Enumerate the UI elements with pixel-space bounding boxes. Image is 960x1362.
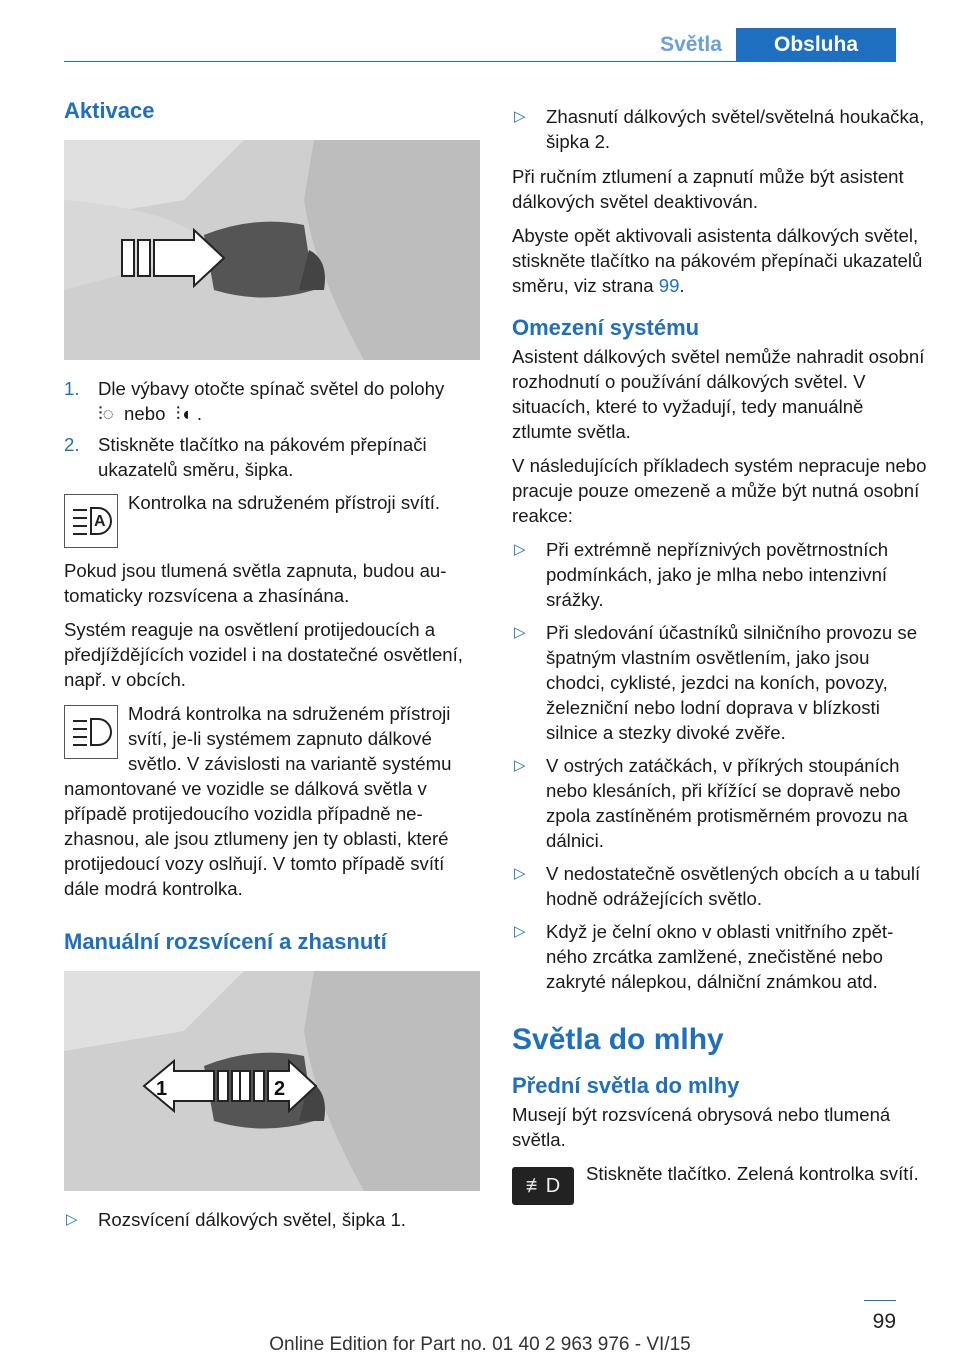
note-text: Kontrolka na sdruženém přístroji svítí. bbox=[128, 492, 441, 513]
bullet-item bbox=[512, 753, 928, 853]
paragraph-examples: V následujících příkladech systém nepracuje nebo pracuje pouze omezeně a může být nutná osobní reakce: bbox=[512, 455, 927, 526]
bullet-text: Zhasnutí dálkových světel/světelná houkačka, šipka 2. bbox=[546, 106, 925, 152]
activation-steps bbox=[64, 376, 480, 482]
step-number: 1. bbox=[64, 378, 80, 399]
bullet-item bbox=[64, 1207, 480, 1232]
note-text: Stiskněte tlačítko. Zelená kontrolka svítí. bbox=[586, 1163, 919, 1184]
lever-activation-illustration bbox=[64, 140, 480, 360]
bullet-triangle-icon: ▷ bbox=[514, 865, 526, 882]
header-tab-svetla[interactable]: Světla bbox=[660, 33, 722, 56]
high-beam-assist-indicator-icon: A bbox=[64, 494, 118, 548]
note-blue-indicator bbox=[64, 701, 480, 901]
paragraph-limits: Asistent dálkových světel nemůže nahradit osobní rozhodnutí o používání dálkových světel. V situacích, které to vyžadují, tedy manuálně ztlumte světla. bbox=[512, 346, 925, 442]
manual-bullets-right bbox=[512, 104, 928, 154]
bullet-triangle-icon: ▷ bbox=[514, 541, 526, 558]
step-text: Stiskněte tlačítko na pákovém přepínači ukazatelů směru, šipka. bbox=[98, 434, 427, 480]
bullet-triangle-icon: ▷ bbox=[514, 624, 526, 641]
figure-lever-activation bbox=[64, 140, 480, 360]
page-number: 99 bbox=[872, 1310, 896, 1333]
heading-front-fog: Přední světla do mlhy bbox=[512, 1073, 740, 1098]
bullet-item bbox=[512, 861, 928, 911]
edition-text: Online Edition for Part no. 01 40 2 963 976 - VI/15 bbox=[269, 1334, 691, 1355]
bullet-item bbox=[512, 537, 928, 612]
paragraph-auto: Pokud jsou tlumená světla zapnuta, budou automaticky rozsvícena a zhasínána. bbox=[64, 560, 447, 606]
high-beam-indicator-icon bbox=[64, 705, 118, 759]
header-tab-obsluha[interactable]: Obsluha bbox=[736, 28, 896, 62]
footer-rule bbox=[864, 1300, 896, 1301]
paragraph-reacts: Systém reaguje na osvětlení protijedoucích a předjíždějících vozidel i na dostatečné osvětlení, např. v obcích. bbox=[64, 619, 463, 690]
step-end: . bbox=[196, 403, 202, 424]
step-text: Dle výbavy otočte spínač světel do polohy bbox=[98, 378, 445, 399]
bullet-item bbox=[512, 620, 928, 745]
high-beam-assist-icon: ⫶◖ bbox=[175, 403, 192, 424]
bullet-item bbox=[512, 104, 928, 154]
page-footer bbox=[0, 1300, 960, 1362]
bullet-text: V ostrých zatáčkách, v příkrých stoupáních nebo klesáních, při křížící se dopravě nebo zpola zastíněném protisměrném provozu na dálnici. bbox=[546, 755, 908, 851]
heading-limits: Omezení systému bbox=[512, 315, 700, 340]
paragraph-fog: Musejí být rozsvícená obrysová nebo tlumená světla. bbox=[512, 1104, 891, 1150]
bullet-text: Když je čelní okno v oblasti vnitřního zpětného zrcátka zamlžené, znečistěné nebo zakryté nálepkou, dálniční známkou atd. bbox=[546, 921, 894, 992]
lever-manual-illustration bbox=[64, 971, 480, 1191]
auto-light-icon: ⫶◌ bbox=[98, 403, 114, 424]
arrow-label-2: 2 bbox=[274, 1078, 286, 1100]
note-fog-button bbox=[512, 1161, 928, 1221]
bullet-text: V nedostatečně osvětlených obcích a u tabulí hodně odrážejících světlo. bbox=[546, 863, 921, 909]
arrow-label-1: 1 bbox=[156, 1078, 168, 1100]
fog-light-button-icon: ≢D bbox=[512, 1167, 574, 1205]
step-2 bbox=[64, 432, 480, 482]
heading-fog-lights: Světla do mlhy bbox=[512, 1023, 724, 1056]
step-1 bbox=[64, 376, 480, 426]
step-number: 2. bbox=[64, 434, 80, 455]
bullet-triangle-icon: ▷ bbox=[514, 757, 526, 774]
note-text: Modrá kontrolka na sdruženém přístroji svítí, je-li systémem zapnuto dálkové světlo. V závislosti na variantě systému namontované ve vozidle se dálková světla v případě protijedoucího vozidla případně nezhasnou, ale jsou ztlumeny jen ty oblasti, které protijedoucí vozy oslňují. V tomto případě svítí dále modrá kontrolka. bbox=[64, 703, 452, 899]
bullet-triangle-icon: ▷ bbox=[514, 923, 526, 940]
paragraph-manual-deactivate: Při ručním ztlumení a zapnutí může být asistent dálkových světel deaktivován. bbox=[512, 166, 904, 212]
manual-bullets-left bbox=[64, 1207, 480, 1232]
header-rule bbox=[64, 61, 896, 62]
bullet-triangle-icon: ▷ bbox=[66, 1211, 78, 1228]
paragraph-reactivate: Abyste opět aktivovali asistenta dálkových světel, stiskněte tlačítko na pákovém přepínači ukazatelů směru, viz strana 99. bbox=[512, 225, 923, 296]
bullet-item bbox=[512, 919, 928, 994]
figure-lever-manual bbox=[64, 971, 480, 1191]
heading-aktivace: Aktivace bbox=[64, 98, 155, 123]
bullet-text: Při sledování účastníků silničního provozu se špatným vlastním osvětlením, jako jsou chodci, cyklisté, jezdci na koních, povozy, železniční nebo lodní doprava v blízkosti silnice a stezky divoké zvěře. bbox=[546, 622, 918, 743]
heading-manual: Manuální rozsvícení a zhasnutí bbox=[64, 929, 387, 954]
page-link[interactable]: 99 bbox=[658, 275, 680, 296]
right-column bbox=[512, 104, 928, 1221]
left-column bbox=[64, 96, 480, 1242]
bullet-text: Při extrémně nepříznivých povětrnostních podmínkách, jako je mlha nebo intenzivní srážky. bbox=[546, 539, 889, 610]
note-indicator-light bbox=[64, 490, 480, 550]
bullet-text: Rozsvícení dálkových světel, šipka 1. bbox=[98, 1209, 406, 1230]
bullet-triangle-icon: ▷ bbox=[514, 108, 526, 125]
limits-bullets bbox=[512, 537, 928, 994]
step-or: nebo bbox=[124, 403, 166, 424]
page-header bbox=[0, 0, 960, 62]
